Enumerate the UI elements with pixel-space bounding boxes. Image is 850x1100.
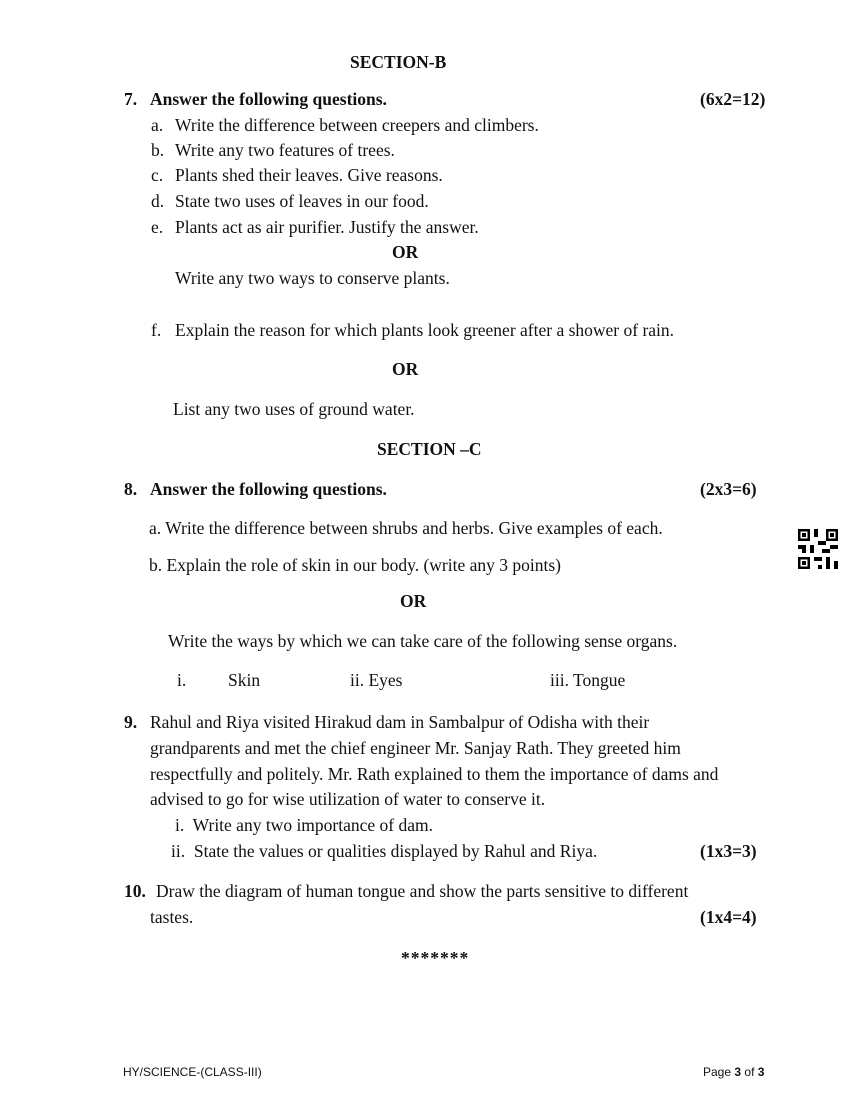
q10-line: tastes.: [150, 907, 194, 927]
q7c-text: Plants shed their leaves. Give reasons.: [175, 165, 443, 185]
q7b-text: Write any two features of trees.: [175, 140, 395, 160]
section-c-title: SECTION –C: [377, 439, 482, 459]
q7f-text: Explain the reason for which plants look greener after a shower of rain.: [175, 320, 675, 340]
q8a-text: a. Write the difference between shrubs and herbs. Give examples of each.: [149, 518, 663, 538]
q9-line: Rahul and Riya visited Hirakud dam in Sambalpur of Odisha with their: [150, 712, 650, 732]
section-b-title: SECTION-B: [350, 52, 447, 72]
or-label: OR: [392, 242, 419, 262]
q7d-label: d.: [151, 191, 165, 211]
q8-number: 8.: [124, 479, 138, 499]
page-of: of: [744, 1065, 755, 1079]
q9-ii: ii. State the values or qualities displayed by Rahul and Riya.: [171, 841, 598, 861]
organ-tongue: iii. Tongue: [550, 670, 626, 690]
q8b-alt: Write the ways by which we can take care of the following sense organs.: [168, 631, 678, 651]
q7c-label: c.: [151, 165, 164, 185]
q8-title: Answer the following questions.: [150, 479, 387, 499]
end-marker: *******: [401, 948, 470, 968]
q7e-label: e.: [151, 217, 164, 237]
q7f-label: f.: [151, 320, 162, 340]
organ-skin: Skin: [228, 670, 261, 690]
q7d-text: State two uses of leaves in our food.: [175, 191, 429, 211]
page-total: 3: [757, 1065, 765, 1079]
q7b-label: b.: [151, 140, 165, 160]
q7-number: 7.: [124, 89, 138, 109]
page-prefix: Page: [703, 1065, 732, 1079]
q9-line: respectfully and politely. Mr. Rath explained to them the importance of dams and: [150, 764, 719, 784]
q7f-alt: List any two uses of ground water.: [173, 399, 415, 419]
q9-i: i. Write any two importance of dam.: [175, 815, 433, 835]
q9-line: grandparents and met the chief engineer Mr. Sanjay Rath. They greeted him: [150, 738, 681, 758]
q9-line: advised to go for wise utilization of water to conserve it.: [150, 789, 546, 809]
q7e-alt: Write any two ways to conserve plants.: [175, 268, 450, 288]
q8b-text: b. Explain the role of skin in our body. (write any 3 points): [149, 555, 561, 575]
or-label: OR: [392, 359, 419, 379]
q7a-label: a.: [151, 115, 164, 135]
qr-code: [798, 529, 838, 569]
q7-title: Answer the following questions.: [150, 89, 387, 109]
q7-marks: (6x2=12): [700, 89, 766, 109]
q10-line: Draw the diagram of human tongue and show the parts sensitive to different: [156, 881, 689, 901]
q9-marks: (1x3=3): [700, 841, 757, 861]
footer-page: [703, 1065, 764, 1079]
organ-label: i.: [177, 670, 187, 690]
q7e-text: Plants act as air purifier. Justify the answer.: [175, 217, 479, 237]
q7a-text: Write the difference between creepers and climbers.: [175, 115, 539, 135]
q9-number: 9.: [124, 712, 138, 732]
page-number: 3: [734, 1065, 742, 1079]
q10-marks: (1x4=4): [700, 907, 757, 927]
q8-marks: (2x3=6): [700, 479, 757, 499]
or-label: OR: [400, 591, 427, 611]
q10-number: 10.: [124, 881, 146, 901]
footer-left: HY/SCIENCE-(CLASS-III): [123, 1065, 262, 1079]
organ-eyes: ii. Eyes: [350, 670, 403, 690]
